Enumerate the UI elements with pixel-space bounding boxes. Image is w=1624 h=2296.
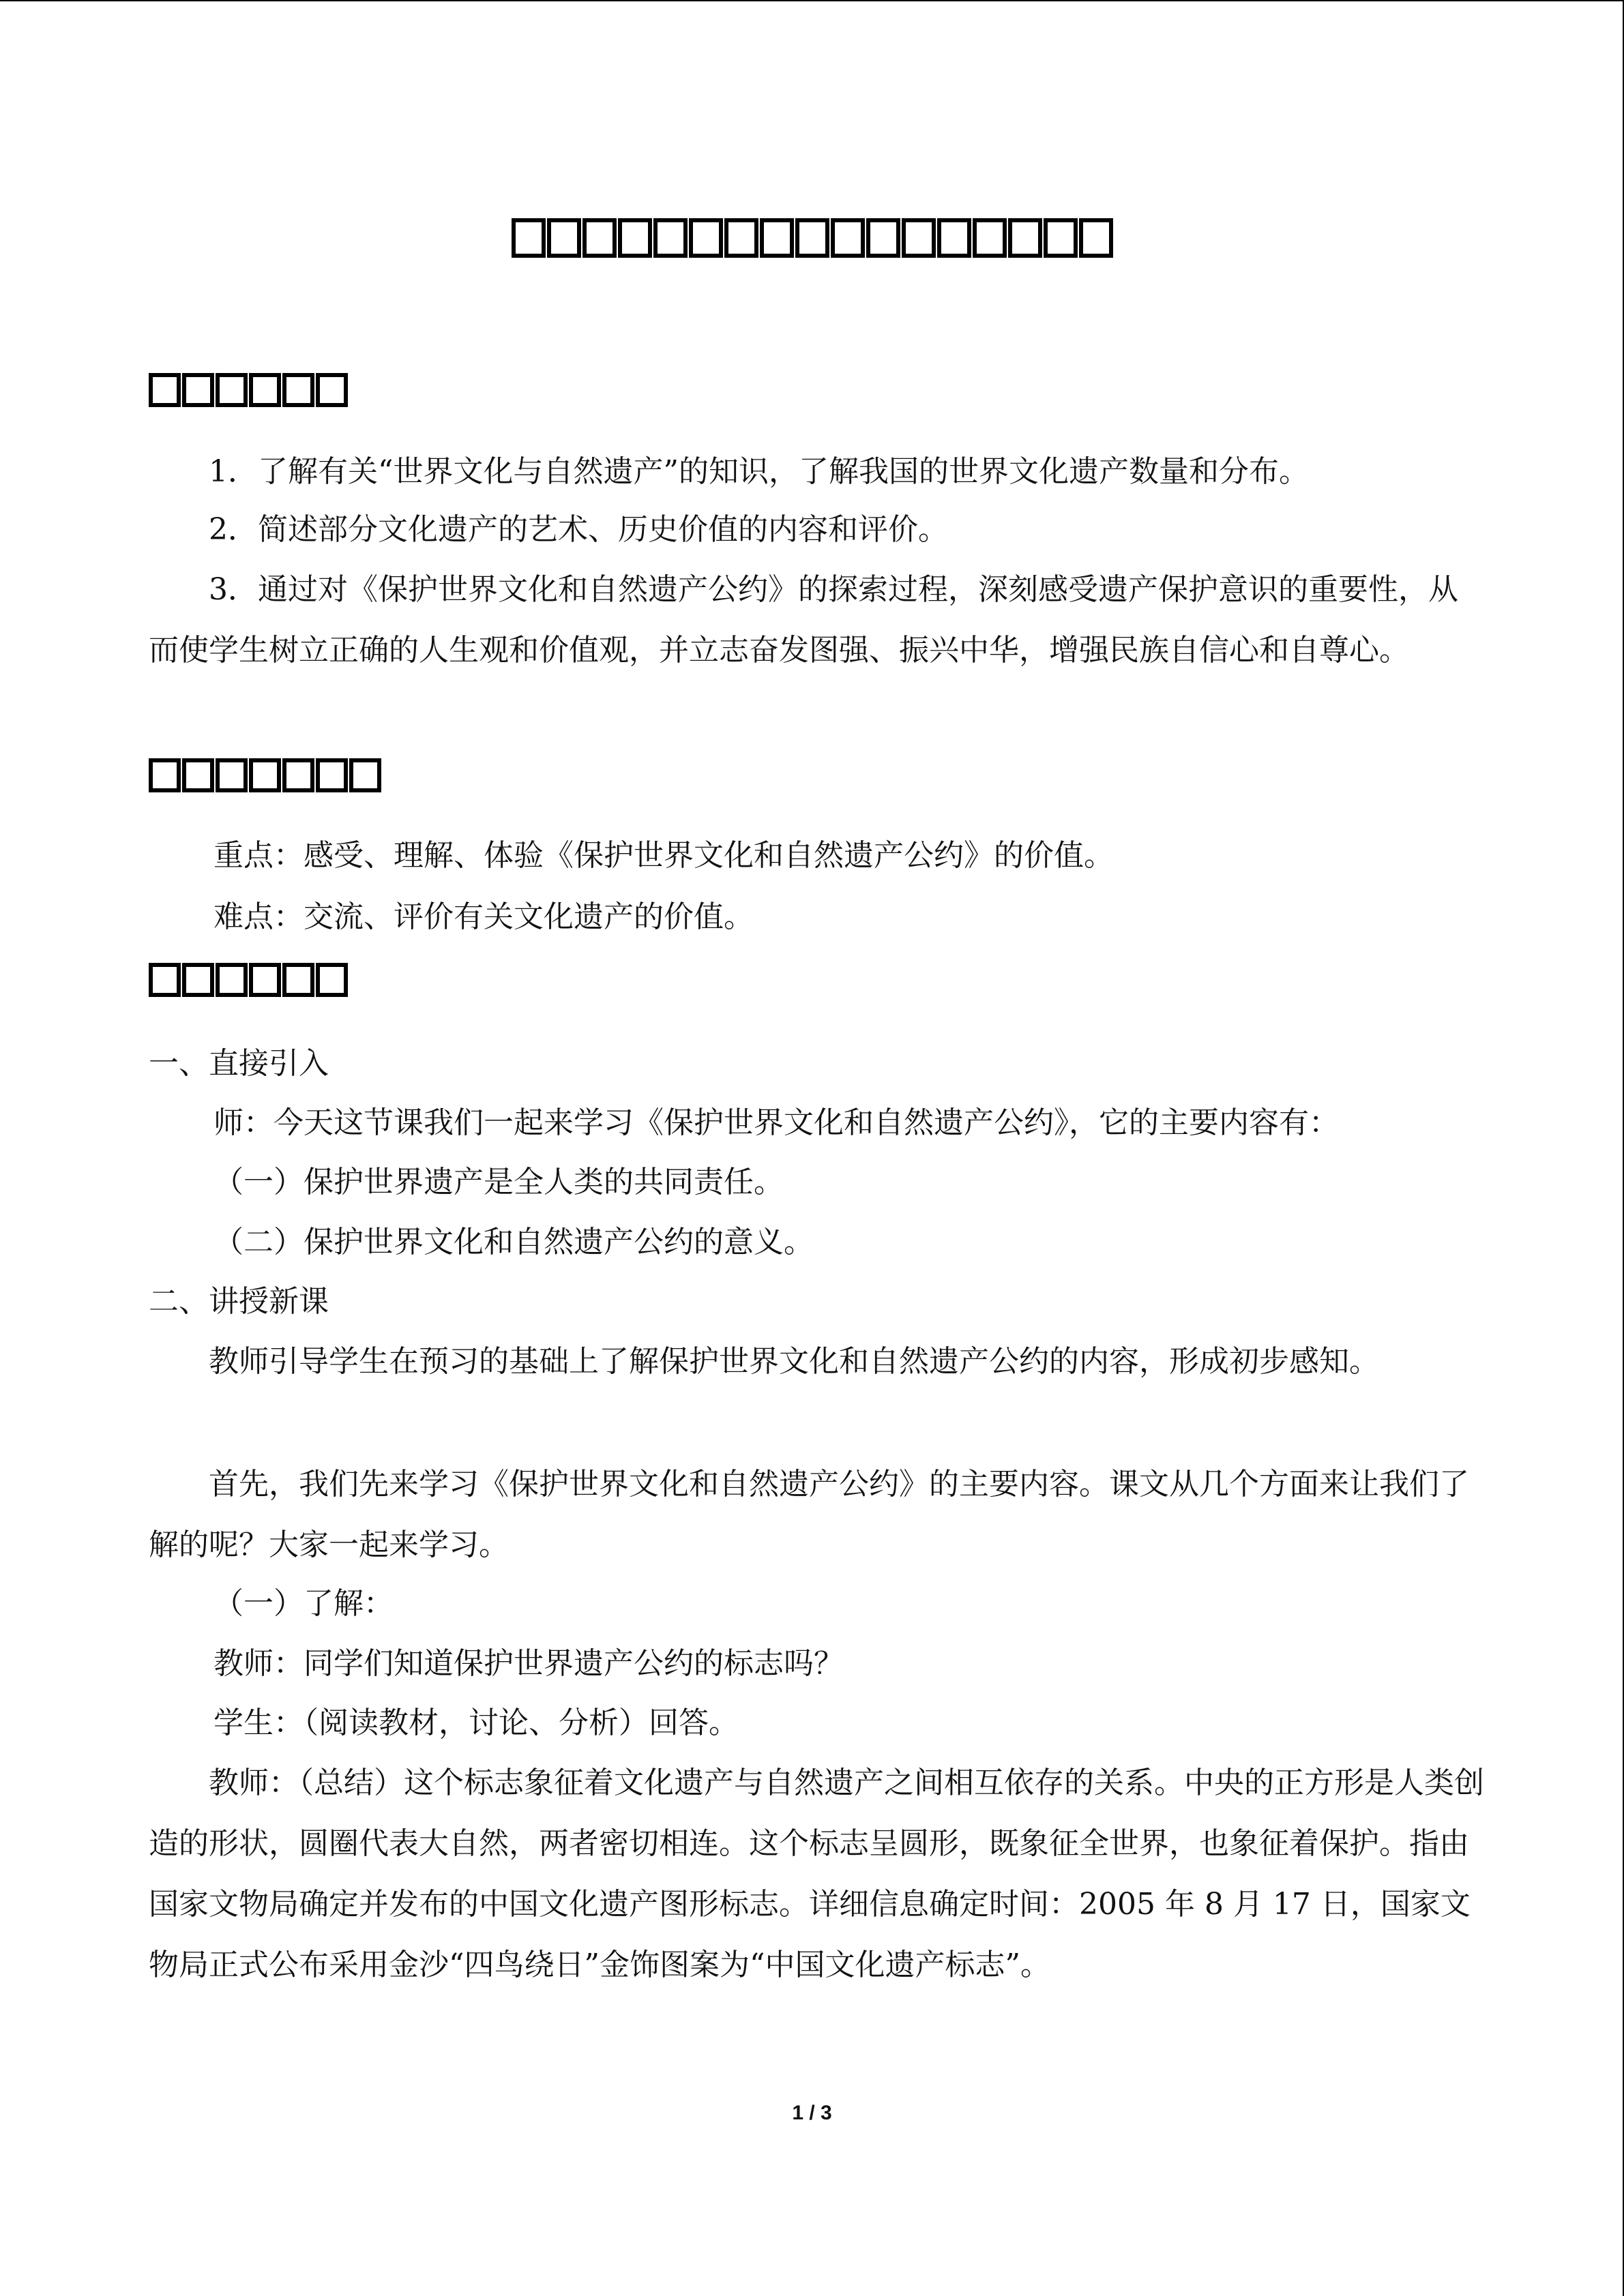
missing-glyph-box <box>182 963 214 997</box>
missing-glyph-box <box>149 963 181 997</box>
missing-glyph-box <box>937 218 971 258</box>
missing-glyph-box <box>316 373 348 407</box>
missing-glyph-box <box>249 963 281 997</box>
missing-glyph-box <box>902 218 936 258</box>
missing-glyph-box <box>216 758 248 792</box>
missing-glyph-box <box>182 758 214 792</box>
missing-glyph-box <box>866 218 900 258</box>
process-part-heading: 二、讲授新课 <box>149 1284 329 1319</box>
missing-glyph-box <box>216 373 248 407</box>
heading-glyph-boxes <box>149 758 381 792</box>
missing-glyph-box <box>282 373 314 407</box>
objective-item: 1．了解有关“世界文化与自然遗产”的知识，了解我国的世界文化遗产数量和分布。 <box>209 454 1309 489</box>
missing-glyph-box <box>1008 218 1042 258</box>
teacher-summary: 教师：（总结）这个标志象征着文化遗产与自然遗产之间相互依存的关系。中央的正方形是人类创造的形状，圆圈代表大自然，两者密切相连。这个标志呈圆形，既象征全世界，也象征着保护。指由国家文物局确定并发布的中国文化遗产图形标志。详细信息确定时间：2005 年 8 月 17 日，国家文物局正式公布采用金沙“四鸟绕日”金饰图案为“中国文化遗产标志”。 <box>149 1765 1484 1982</box>
objective-item: 2．简述部分文化遗产的艺术、历史价值的内容和评价。 <box>209 512 948 547</box>
section-heading-process <box>149 963 348 1000</box>
missing-glyph-box <box>282 758 314 792</box>
missing-glyph-box <box>1044 218 1078 258</box>
objective-item: 3．通过对《保护世界文化和自然遗产公约》的探索过程，深刻感受遗产保护意识的重要性，从而使学生树立正确的人生观和价值观，并立志奋发图强、振兴中华，增强民族自信心和自尊心。 <box>149 572 1458 668</box>
missing-glyph-box <box>349 758 381 792</box>
missing-glyph-box <box>831 218 865 258</box>
key-point-focus: 重点：感受、理解、体验《保护世界文化和自然遗产公约》的价值。 <box>213 838 1114 873</box>
missing-glyph-box <box>1079 218 1113 258</box>
process-subheading: （一）了解： <box>213 1586 394 1621</box>
process-part-heading: 一、直接引入 <box>149 1046 329 1081</box>
missing-glyph-box <box>316 963 348 997</box>
missing-glyph-box <box>653 218 688 258</box>
missing-glyph-box <box>316 758 348 792</box>
missing-glyph-box <box>249 758 281 792</box>
process-paragraph: 教师引导学生在预习的基础上了解保护世界文化和自然遗产公约的内容，形成初步感知。 <box>209 1344 1379 1379</box>
missing-glyph-box <box>689 218 723 258</box>
process-intro: 师：今天这节课我们一起来学习《保护世界文化和自然遗产公约》，它的主要内容有： <box>213 1105 1339 1140</box>
document-title <box>0 218 1624 266</box>
process-item: （二）保护世界文化和自然遗产公约的意义。 <box>213 1225 814 1259</box>
missing-glyph-box <box>760 218 794 258</box>
missing-glyph-box <box>249 373 281 407</box>
title-glyph-boxes <box>512 218 1113 266</box>
key-point-difficulty: 难点：交流、评价有关文化遗产的价值。 <box>213 899 754 934</box>
teacher-question: 教师：同学们知道保护世界遗产公约的标志吗？ <box>213 1646 844 1681</box>
missing-glyph-box <box>149 758 181 792</box>
missing-glyph-box <box>618 218 652 258</box>
missing-glyph-box <box>149 373 181 407</box>
heading-glyph-boxes <box>149 373 348 407</box>
missing-glyph-box <box>182 373 214 407</box>
heading-glyph-boxes <box>149 963 348 997</box>
student-answer: 学生：（阅读教材，讨论、分析）回答。 <box>213 1705 739 1740</box>
missing-glyph-box <box>547 218 581 258</box>
missing-glyph-box <box>724 218 758 258</box>
page-indicator: 1 / 3 <box>792 2102 832 2124</box>
missing-glyph-box <box>795 218 829 258</box>
missing-glyph-box <box>582 218 617 258</box>
missing-glyph-box <box>973 218 1007 258</box>
section-heading-objectives <box>149 373 348 410</box>
missing-glyph-box <box>216 963 248 997</box>
section-heading-key-points <box>149 758 381 795</box>
process-paragraph: 首先，我们先来学习《保护世界文化和自然遗产公约》的主要内容。课文从几个方面来让我们了解的呢？大家一起来学习。 <box>149 1467 1469 1562</box>
missing-glyph-box <box>512 218 546 258</box>
process-item: （一）保护世界遗产是全人类的共同责任。 <box>213 1165 784 1199</box>
missing-glyph-box <box>282 963 314 997</box>
